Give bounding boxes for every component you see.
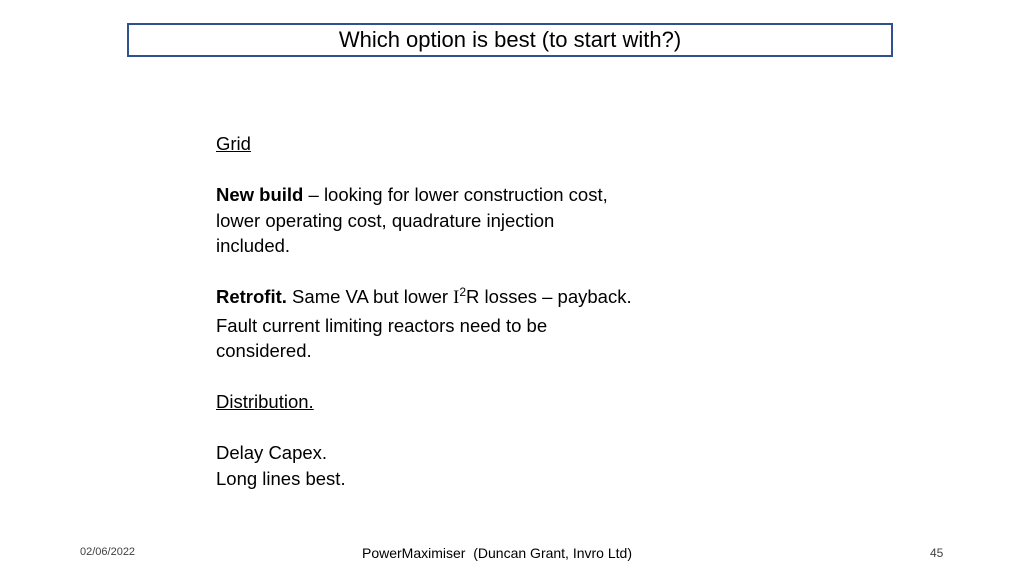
slide-title: Which option is best (to start with?) (338, 27, 682, 52)
resistance-symbol: R (466, 286, 480, 307)
new-build-line-1: – looking for lower construction cost, (303, 184, 608, 205)
retrofit-label: Retrofit. (216, 286, 287, 307)
distribution-heading: Distribution. (216, 391, 314, 412)
footer-presentation-name: PowerMaximiser (Duncan Grant, Invro Ltd) (362, 545, 632, 561)
retrofit-text-b: losses – payback. (479, 286, 632, 307)
squared-superscript: 2 (459, 285, 467, 299)
retrofit-line-2: Fault current limiting reactors need to be (216, 314, 548, 336)
grid-heading: Grid (216, 133, 251, 154)
retrofit-text-a: Same VA but lower (286, 286, 454, 307)
retrofit-line-3: considered. (216, 340, 312, 361)
delay-capex-text: Delay Capex. (216, 442, 328, 463)
current-symbol: I (453, 288, 460, 308)
new-build-paragraph (216, 182, 676, 208)
new-build-line-2: lower operating cost, quadrature injection (216, 209, 555, 231)
spacer (216, 364, 676, 390)
slide-number: 45 (930, 546, 944, 560)
footer-date: 02/06/2022 (80, 546, 136, 558)
new-build-label: New build (216, 184, 304, 205)
long-lines-text: Long lines best. (216, 467, 346, 489)
spacer (216, 259, 676, 285)
retrofit-paragraph (216, 284, 676, 313)
spacer (216, 415, 676, 441)
slide-title-box (127, 23, 893, 57)
slide-body (216, 131, 676, 491)
spacer (216, 157, 676, 183)
new-build-line-3: included. (216, 235, 291, 256)
